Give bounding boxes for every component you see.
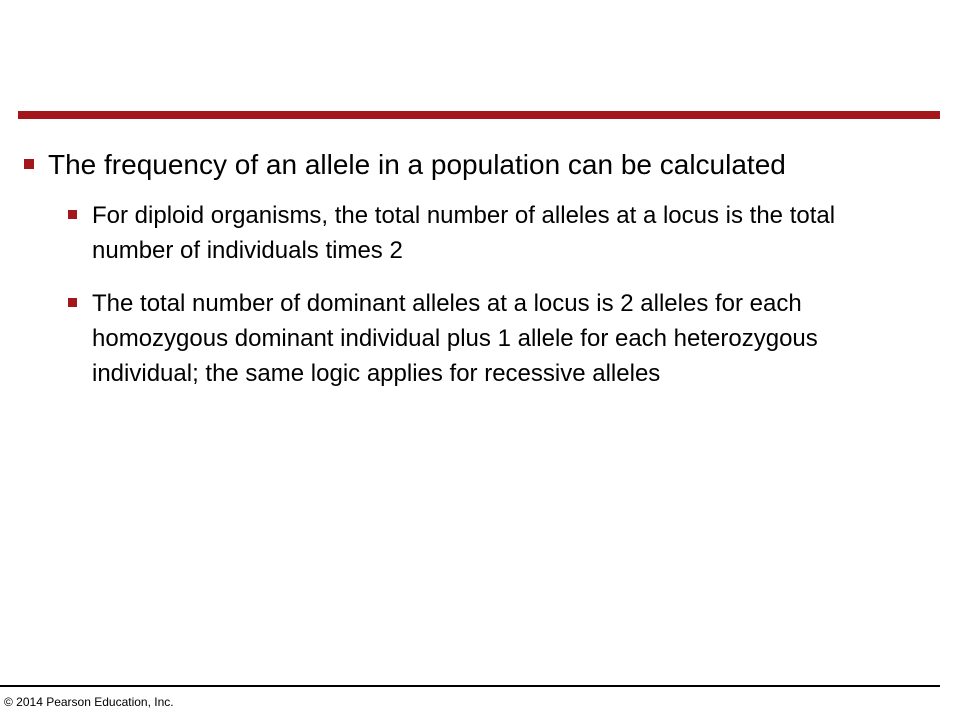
sub-bullet-dominant [66, 286, 892, 391]
square-bullet-icon [68, 210, 77, 219]
sub-bullet-text: The total number of dominant alleles at a locus is 2 alleles for each homozygous dominant individual plus 1 allele for each heterozygous individual; the same logic applies for recessive alleles [92, 290, 818, 387]
bullet-main [22, 146, 922, 184]
footer-divider-rule [0, 685, 940, 687]
square-bullet-icon [68, 298, 77, 307]
slide-content [22, 146, 922, 409]
sub-bullet-diploid [66, 198, 892, 268]
sub-bullet-text: For diploid organisms, the total number of alleles at a locus is the total number of individuals times 2 [92, 202, 836, 264]
top-divider-rule [18, 111, 940, 119]
copyright-notice: © 2014 Pearson Education, Inc. [4, 695, 174, 709]
bullet-main-text: The frequency of an allele in a population can be calculated [48, 149, 786, 180]
square-bullet-icon [24, 159, 34, 169]
sub-bullet-list [66, 198, 922, 391]
